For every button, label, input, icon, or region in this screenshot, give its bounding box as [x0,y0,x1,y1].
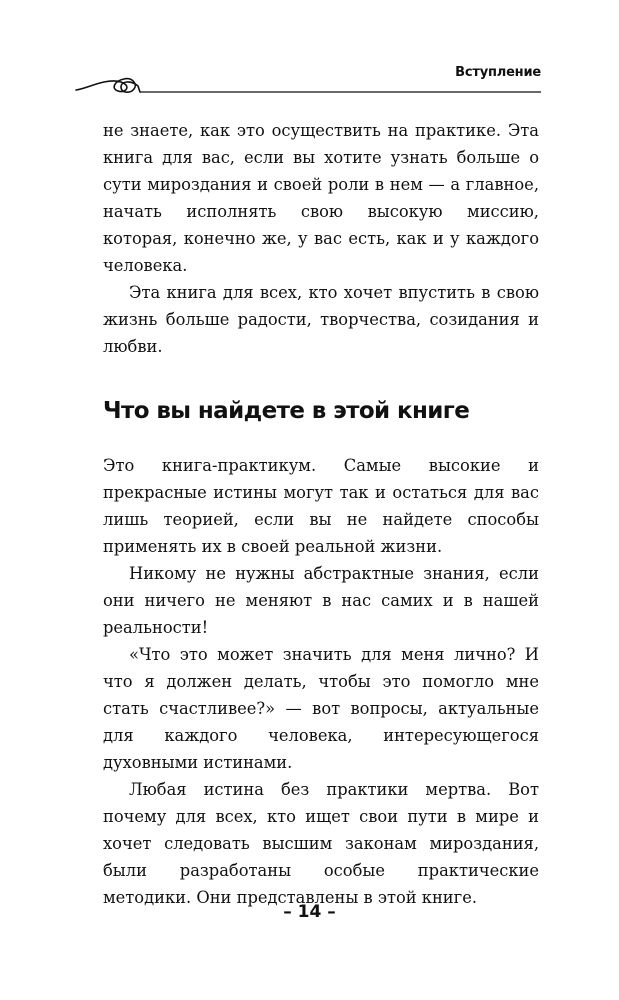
section-heading: Что вы найдете в этой книге [103,398,470,424]
section-body [103,452,539,911]
paragraph: Эта книга для всех, кто хочет впустить в свою жизнь больше радости, творчества, созидания и любви. [103,283,539,356]
paragraph: Любая истина без практики мертва. Вот почему для всех, кто ищет свои пути в мире и хочет следовать высшим законам мироздания, были разработаны особые практические методики. Они представлены в этой книге. [103,780,539,907]
paragraph: «Что это может значить для меня лично? И что я должен делать, чтобы это помогло мне стать счастливее?» — вот вопросы, актуальные для каждого человека, интересующегося духовными истинами. [103,645,539,772]
page-number: – 14 – [283,902,336,922]
paragraph: не знаете, как это осуществить на практике. Эта книга для вас, если вы хотите узнать больше о сути мироздания и своей роли в нем — а главное, начать исполнять свою высокую миссию, которая, конечно же, у вас есть, как и у каждого человека. [103,121,539,275]
intro-continuation [103,117,539,360]
paragraph: Никому не нужны абстрактные знания, если они ничего не меняют в нас самих и в нашей реальности! [103,564,539,637]
paragraph: Это книга-практикум. Самые высокие и прекрасные истины могут так и остаться для вас лишь теорией, если вы не найдете способы применять их в своей реальной жизни. [103,456,539,556]
running-head [74,64,541,104]
chapter-title: Вступление [455,65,541,80]
